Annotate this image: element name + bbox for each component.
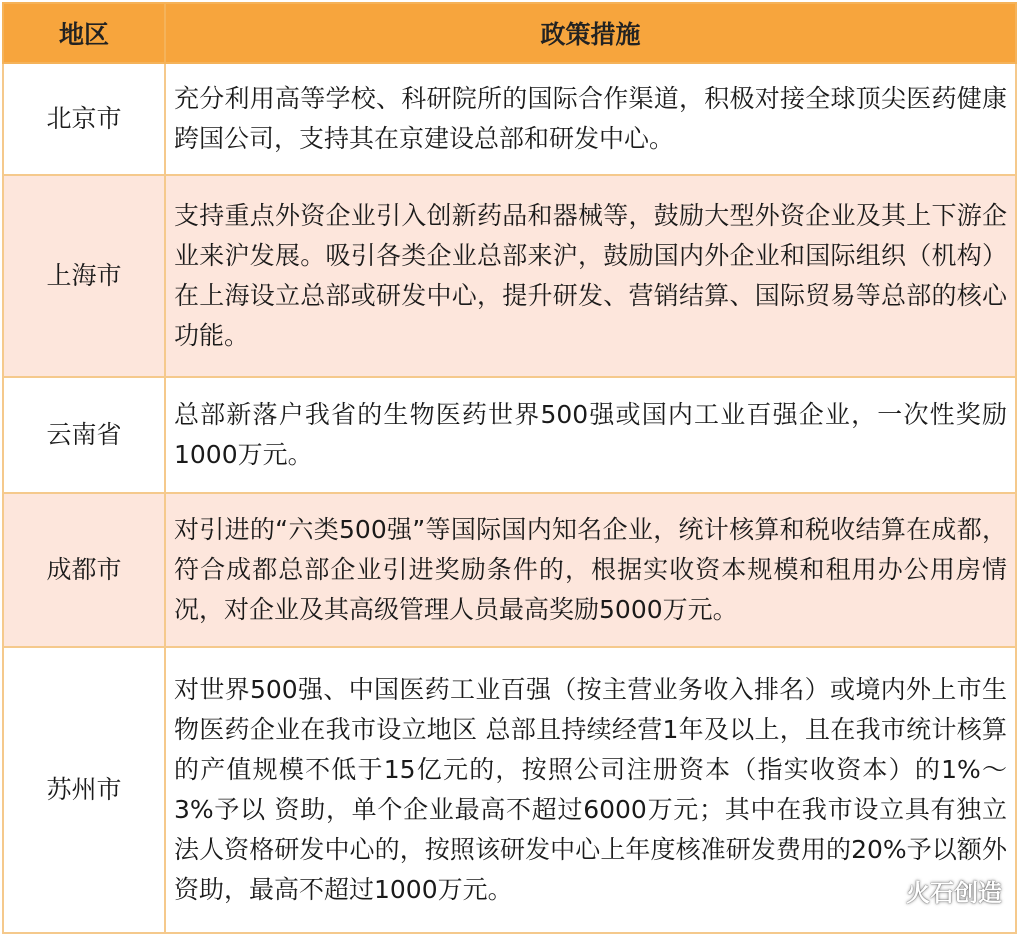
policy-cell: 对世界500强、中国医药工业百强（按主营业务收入排名）或境内外上市生物医药企业在我市设立地区 总部且持续经营1年及以上，且在我市统计核算的产值规模不低于15亿元的，按照公司注册资本（指实收资本）的1%～3%予以 资助，单个企业最高不超过6000万元；其中在我市设立具有独立法人资格研发中心的，按照该研发中心上年度核准研发费用的20%予以额外资助，最高不超过1000万元。 — [165, 647, 1016, 933]
region-cell: 苏州市 — [3, 647, 165, 933]
watermark — [866, 873, 1002, 908]
region-cell: 上海市 — [3, 175, 165, 377]
table-row — [3, 377, 1016, 493]
watermark-text: 火石创造 — [906, 879, 1002, 907]
header-policy: 政策措施 — [165, 3, 1016, 63]
region-cell: 云南省 — [3, 377, 165, 493]
policy-cell: 对引进的“六类500强”等国际国内知名企业，统计核算和税收结算在成都，符合成都总部企业引进奖励条件的，根据实收资本规模和租用办公用房情况，对企业及其高级管理人员最高奖励5000万元。 — [165, 493, 1016, 647]
policy-cell: 总部新落户我省的生物医药世界500强或国内工业百强企业，一次性奖励1000万元。 — [165, 377, 1016, 493]
region-cell: 成都市 — [3, 493, 165, 647]
policy-table — [2, 2, 1017, 934]
table-header-row — [3, 3, 1016, 63]
table-row — [3, 647, 1016, 933]
table-row — [3, 175, 1016, 377]
policy-cell: 支持重点外资企业引入创新药品和器械等，鼓励大型外资企业及其上下游企业来沪发展。吸引各类企业总部来沪，鼓励国内外企业和国际组织（机构）在上海设立总部或研发中心，提升研发、营销结算、国际贸易等总部的核心功能。 — [165, 175, 1016, 377]
policy-cell: 充分利用高等学校、科研院所的国际合作渠道，积极对接全球顶尖医药健康跨国公司，支持其在京建设总部和研发中心。 — [165, 63, 1016, 175]
wechat-icon — [866, 874, 900, 908]
table-row — [3, 493, 1016, 647]
region-cell: 北京市 — [3, 63, 165, 175]
table-row — [3, 63, 1016, 175]
header-region: 地区 — [3, 3, 165, 63]
